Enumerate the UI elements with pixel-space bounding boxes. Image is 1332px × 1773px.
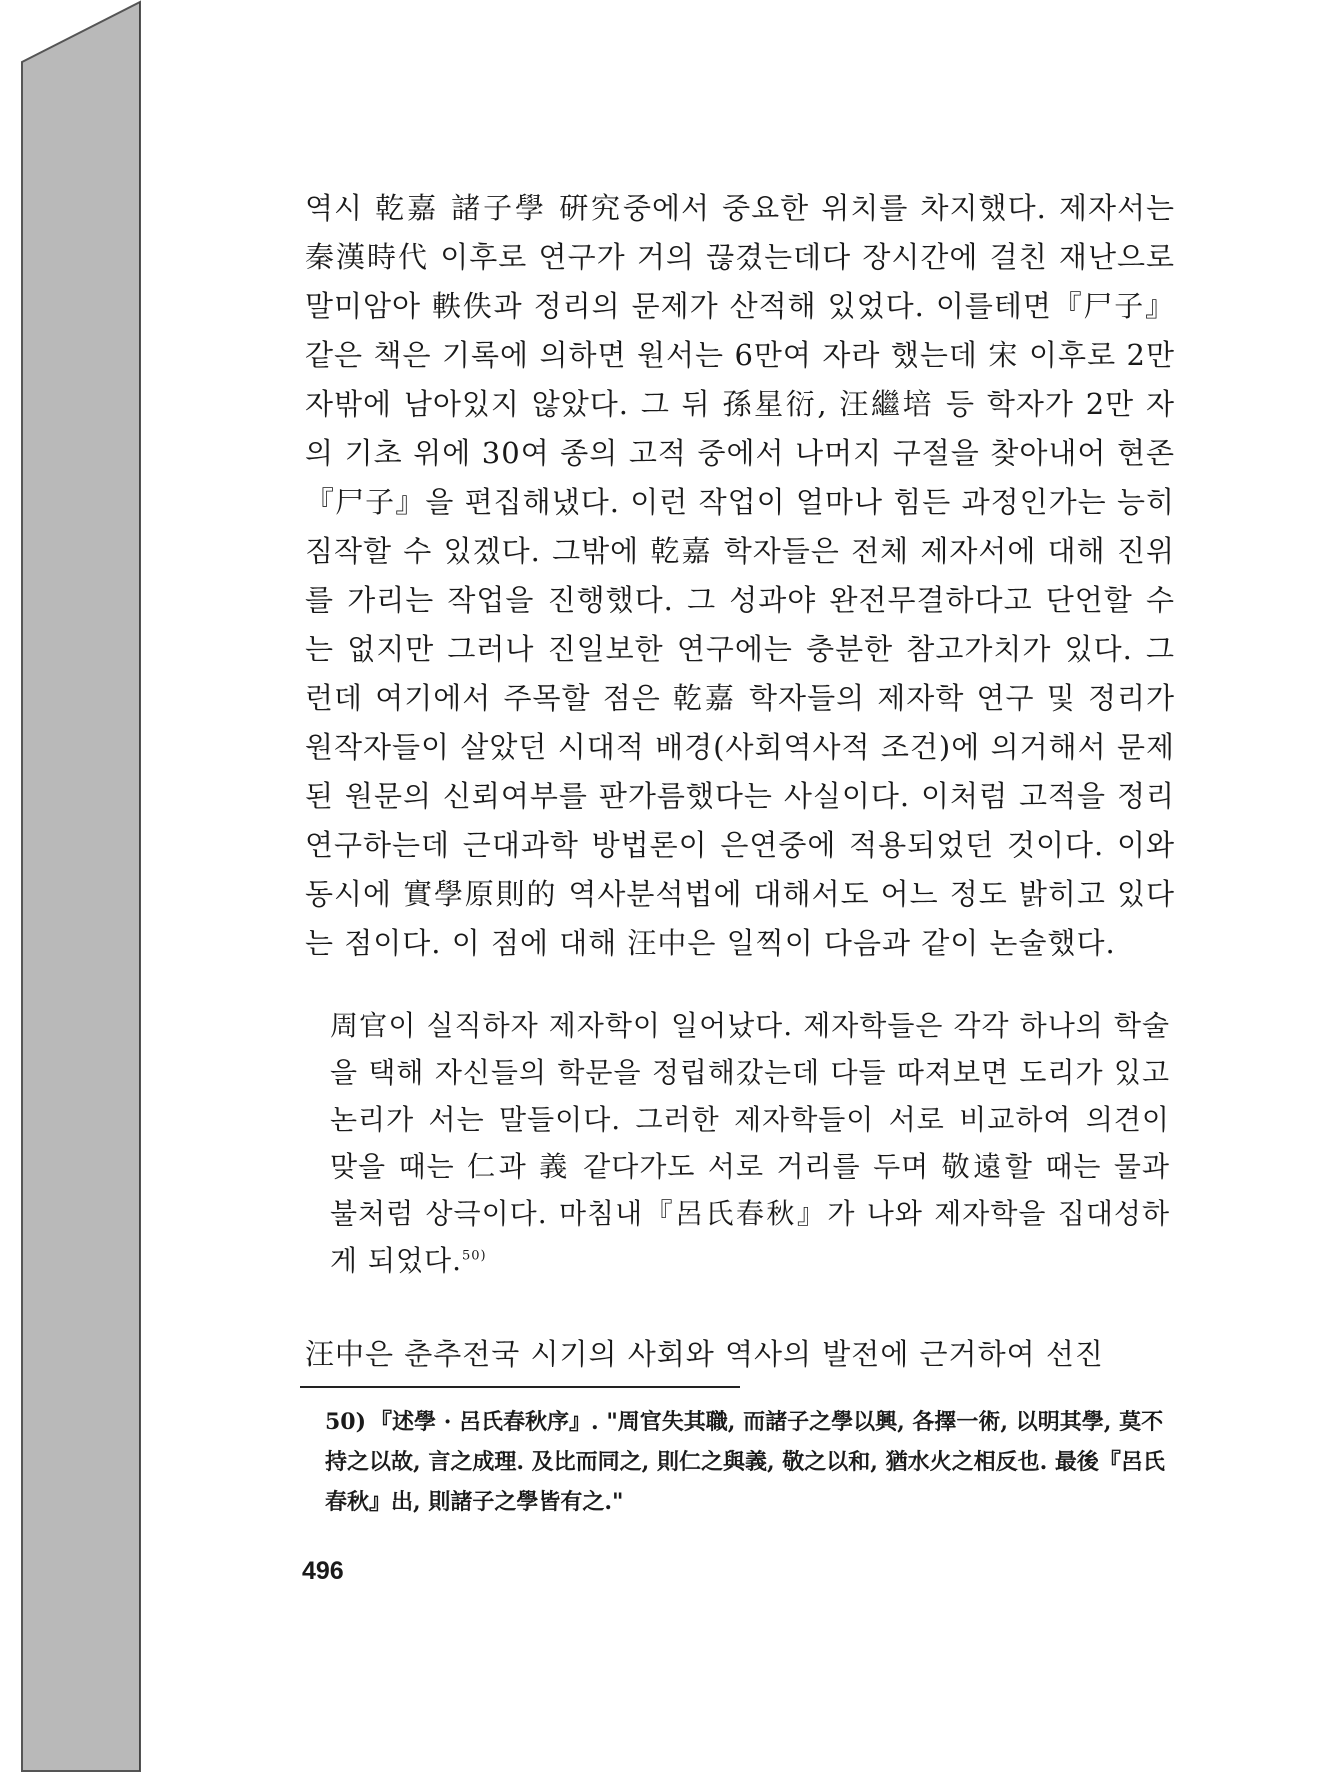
block-quote-text: 周官이 실직하자 제자학이 일어났다. 제자학들은 각각 하나의 학술을 택해 자신들의 학문을 정립해갔는데 다들 따져보면 도리가 있고 논리가 서는 말들이다. 그러한 제자학들이 서로 비교하여 의견이 맞을 때는 仁과 義 같다가도 서로 거리를 두며 敬遠할 때는 물과 불처럼 상극이다. 마침내『呂氏春秋』가 나와 제자학을 집대성하게 되었다.: [330, 1009, 1170, 1277]
page-number: 496: [302, 1557, 344, 1585]
book-page: [140, 2, 1332, 1771]
footnote-text: 『述學 · 呂氏春秋序』. "周官失其職, 而諸子之學以興, 各擇一術, 以明其學, 莫不持之以故, 言之成理. 及比而同之, 則仁之與義, 敬之以和, 猶水火之相反也. 最後『呂氏春秋』出, 則諸子之學皆有之.": [325, 1409, 1165, 1515]
footnote-reference: 50): [462, 1248, 487, 1264]
main-paragraph: 역시 乾嘉 諸子學 硏究중에서 중요한 위치를 차지했다. 제자서는 秦漢時代 이후로 연구가 거의 끊겼는데다 장시간에 걸친 재난으로 말미암아 軼佚과 정리의 문제가 산적해 있었다. 이를테면『尸子』같은 책은 기록에 의하면 원서는 6만여 자라 했는데 宋 이후로 2만 자밖에 남아있지 않았다. 그 뒤 孫星衍, 汪繼培 등 학자가 2만 자의 기초 위에 30여 종의 고적 중에서 나머지 구절을 찾아내어 현존『尸子』을 편집해냈다. 이런 작업이 얼마나 힘든 과정인가는 능히 짐작할 수 있겠다. 그밖에 乾嘉 학자들은 전체 제자서에 대해 진위를 가리는 작업을 진행했다. 그 성과야 완전무결하다고 단언할 수는 없지만 그러나 진일보한 연구에는 충분한 참고가치가 있다. 그런데 여기에서 주목할 점은 乾嘉 학자들의 제자학 연구 및 정리가 원작자들이 살았던 시대적 배경(사회역사적 조건)에 의거해서 문제된 원문의 신뢰여부를 판가름했다는 사실이다. 이처럼 고적을 정리 연구하는데 근대과학 방법론이 은연중에 적용되었던 것이다. 이와 동시에 實學原則的 역사분석법에 대해서도 어느 정도 밝히고 있다는 점이다. 이 점에 대해 汪中은 일찍이 다음과 같이 논술했다.: [305, 191, 1175, 960]
block-quote: [330, 1002, 1170, 1284]
continuation-paragraph: 汪中은 춘추전국 시기의 사회와 역사의 발전에 근거하여 선진: [305, 1337, 1104, 1371]
footnote-number: 50): [325, 1409, 367, 1435]
footnote: [325, 1402, 1185, 1522]
book-spine: [0, 0, 150, 1773]
footnote-divider: [300, 1386, 740, 1388]
